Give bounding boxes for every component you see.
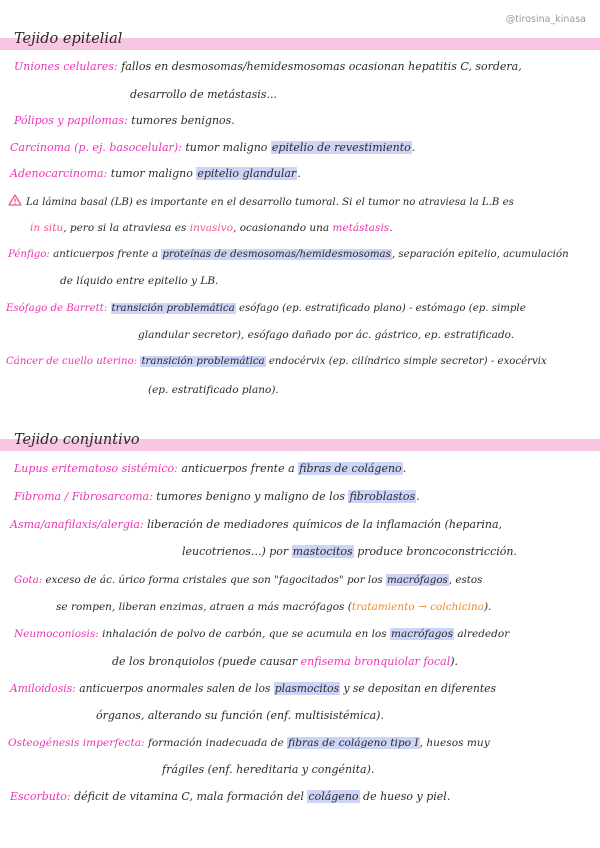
section-title-band [0,31,600,50]
term-neumoconiosis: Neumoconiosis: [14,628,99,640]
entry-penfigo [8,248,569,262]
text-barrett-2: glandular secretor), esófago dañado por ác. gástrico, ep. estratificado. [138,329,515,341]
term-invasivo: invasivo [189,222,234,234]
text-penfigo-post: , separación epitelio, acumulación [391,249,569,260]
highlight-osteo: fibras de colágeno tipo I [288,737,419,749]
entry-adenocarcinoma [10,167,301,181]
entry-lupus [14,462,406,476]
term-tratamiento: tratamiento → colchicina [351,601,484,613]
entry-asma [10,518,502,532]
text-lamina-mid: , pero si la atraviesa es [63,222,187,234]
term-uniones: Uniones celulares: [14,60,118,73]
end-neumo: ). [450,655,459,668]
text-neumo-pre: inhalación de polvo de carbón, que se acumula en los [102,628,387,640]
entry-fibroma [14,490,420,504]
highlight-neumo: macrófagos [391,628,454,640]
entry-uniones [14,60,522,74]
term-enfisema: enfisema bronquiolar focal [300,655,451,668]
text-cervix-2: (ep. estratificado plano). [148,384,279,396]
end-fibroma: . [416,490,420,503]
entry-gota-cont [56,600,491,614]
highlight-asma: mastocitos [292,545,353,558]
entry-gota [14,573,482,587]
text-uniones-2: desarrollo de metástasis... [130,88,277,101]
entry-escorbuto [10,790,450,804]
term-penfigo: Pénfigo: [8,249,50,260]
entry-neumoconiosis [14,627,509,641]
highlight-cervix: transición problemática [141,356,265,367]
highlight-escorbuto: colágeno [308,790,359,803]
text-gota-post: , estos [448,574,483,586]
entry-amiloidosis [10,682,496,696]
text-lamina-mid2: , ocasionando una [233,222,330,234]
text-gota-pre: exceso de ác. úrico forma cristales que son "fagocitados" por los [45,574,383,586]
term-fibroma: Fibroma / Fibrosarcoma: [14,490,153,503]
entry-neumo-cont [112,655,458,669]
end-lupus: . [402,462,407,475]
term-carcinoma: Carcinoma (p. ej. basocelular): [10,141,182,154]
text-lupus-pre: anticuerpos frente a [181,462,295,475]
term-in-situ: in situ [30,222,64,234]
highlight-carcinoma: epitelio de revestimiento [271,141,411,154]
section-title-epitelial: Tejido epitelial [14,31,123,47]
end-lamina: . [389,222,393,234]
text-uniones-1: fallos en desmosomas/hemidesmosomas ocasionan hepatitis C, sordera, [121,60,522,73]
end-gota: ). [483,601,492,613]
highlight-barrett: transición problemática [111,303,235,314]
author-handle: @tirosina_kinasa [505,14,586,25]
entry-penfigo-cont [60,274,218,288]
text-escorbuto-pre: déficit de vitamina C, mala formación del [74,790,304,803]
term-escorbuto: Escorbuto: [10,790,71,803]
entry-osteogenesis [8,736,490,750]
term-metastasis: metástasis [332,222,390,234]
text-asma-1: liberación de mediadores químicos de la inflamación (heparina, [147,518,503,531]
text-penfigo-pre: anticuerpos frente a [53,249,159,260]
text-amilo-pre: anticuerpos anormales salen de los [79,682,271,695]
section-title-band-2 [0,432,600,451]
warning-icon [8,194,22,206]
text-osteo-pre: formación inadecuada de [148,737,284,749]
highlight-penfigo: proteínas de desmosomas/hemidesmosomas [162,249,391,260]
entry-osteo-cont [162,763,374,777]
text-cervix-post: endocérvix (ep. cilíndrico simple secretor) - exocérvix [268,356,547,367]
highlight-amilo: plasmocitos [274,682,340,695]
text-asma-pre2: leucotrienos...) por [182,545,289,558]
entry-cervix-cont [148,383,279,397]
entry-barrett [6,302,526,316]
text-barrett-post: esófago (ep. estratificado plano) - estómago (ep. simple [238,303,526,314]
highlight-lupus: fibras de colágeno [299,462,402,475]
term-polipos: Pólipos y papilomas: [14,114,128,127]
entry-polipos [14,114,235,128]
entry-lamina-cont [30,221,393,235]
term-cervix: Cáncer de cuello uterino: [6,356,138,367]
text-lamina-1: La lámina basal (LB) es importante en el desarrollo tumoral. Si el tumor no atraviesa la L.B es [26,197,514,208]
text-neumo-2: de los bronquiolos (puede causar [112,655,298,668]
text-osteo-2: frágiles (enf. hereditaria y congénita). [162,763,375,776]
highlight-adenocarcinoma: epitelio glandular [197,167,297,180]
entry-barrett-cont [138,328,514,342]
section-title-conjuntivo: Tejido conjuntivo [14,432,140,448]
text-neumo-post: alrededor [457,628,510,640]
text-osteo-post: , huesos muy [419,737,490,749]
term-asma: Asma/anafilaxis/alergia: [10,518,144,531]
entry-amilo-cont [96,709,384,723]
term-barrett: Esófago de Barrett: [6,303,108,314]
text-adenocarcinoma: tumor maligno [110,167,193,180]
entry-lamina [8,194,514,210]
highlight-gota: macrófagos [386,574,448,586]
text-carcinoma: tumor maligno [185,141,268,154]
entry-carcinoma [10,141,415,155]
entry-asma-cont [182,545,517,559]
highlight-fibroma: fibroblastos [349,490,416,503]
text-gota-2: se rompen, liberan enzimas, atraen a más macrófagos ( [56,601,352,613]
term-adenocarcinoma: Adenocarcinoma: [10,167,108,180]
end-adenocarcinoma: . [297,167,301,180]
term-osteogenesis: Osteogénesis imperfecta: [8,737,145,749]
entry-cervix [6,355,547,369]
text-amilo-post: y se depositan en diferentes [343,682,496,695]
entry-uniones-cont [130,88,277,102]
term-gota: Gota: [14,574,43,586]
end-carcinoma: . [411,141,416,154]
term-lupus: Lupus eritematoso sistémico: [14,462,178,475]
text-asma-post2: produce broncoconstricción. [357,545,517,558]
term-amiloidosis: Amiloidosis: [10,682,76,695]
text-escorbuto-post: de hueso y piel. [363,790,451,803]
text-polipos: tumores benignos. [131,114,235,127]
text-penfigo-2: de líquido entre epitelio y LB. [60,275,219,287]
text-fibroma-pre: tumores benigno y maligno de los [156,490,345,503]
text-amilo-2: órganos, alterando su función (enf. multisistémica). [96,709,384,722]
